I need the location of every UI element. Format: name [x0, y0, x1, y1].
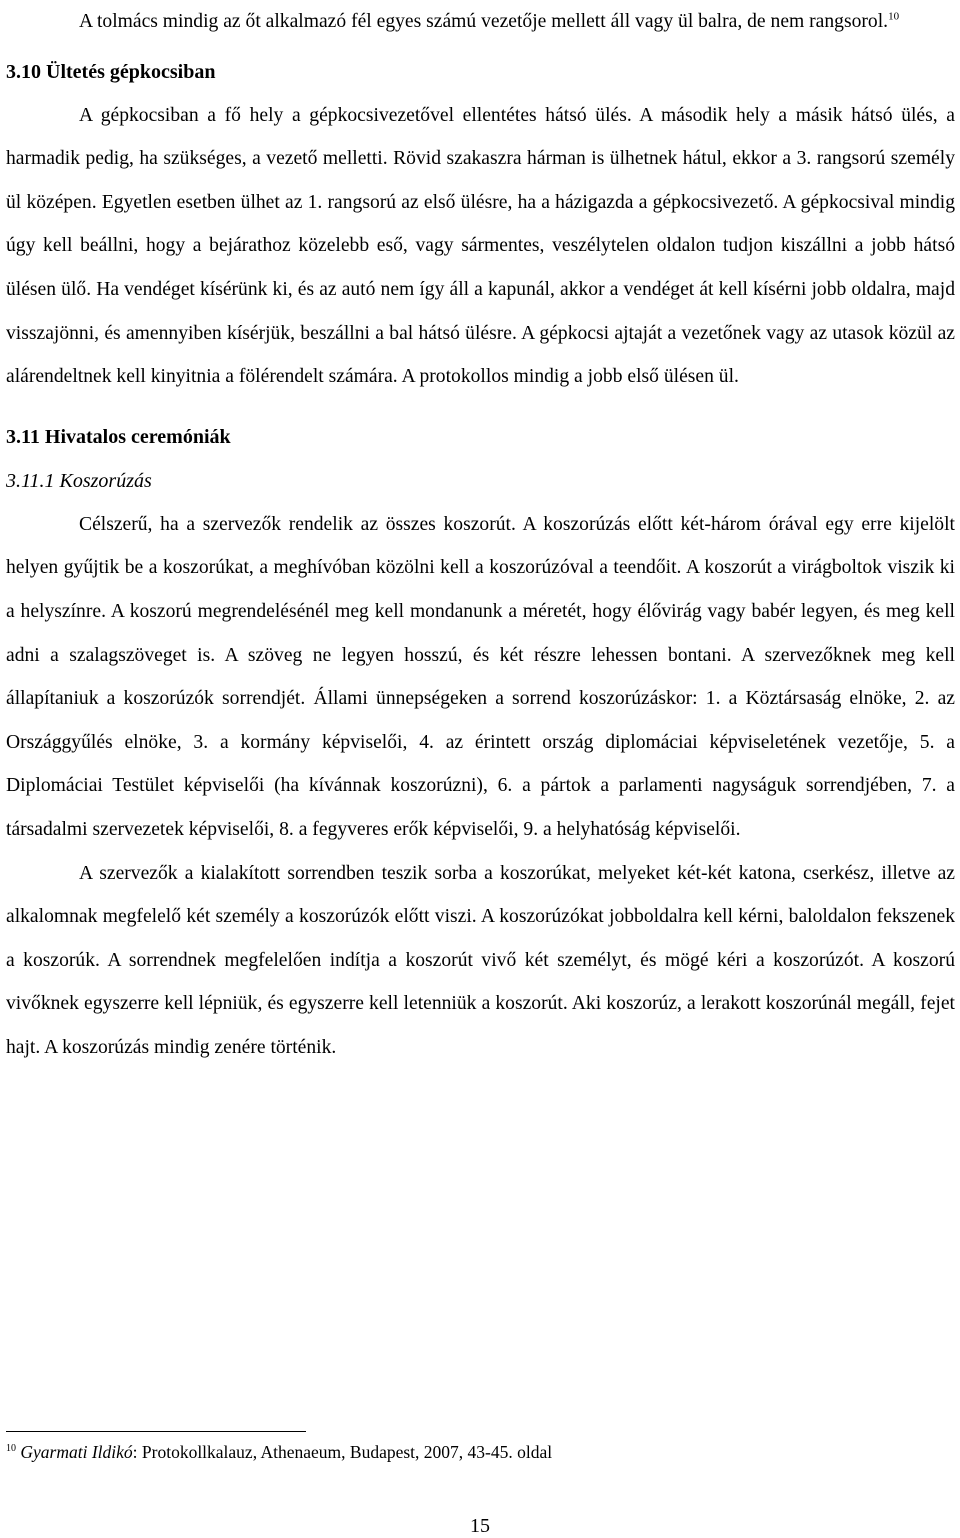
footnote-reference[interactable]: 10	[888, 10, 900, 23]
page-content	[6, 0, 955, 1069]
intro-paragraph	[6, 0, 955, 44]
footnote-citation: : Protokollkalauz, Athenaeum, Budapest, 2007, 43-45. oldal	[132, 1442, 553, 1462]
section-heading-3-10: 3.10 Ültetés gépkocsiban	[6, 60, 216, 83]
footnote-author: Gyarmati Ildikó	[20, 1442, 133, 1462]
subsection-heading-3-11-1: 3.11.1 Koszorúzás	[6, 469, 152, 492]
section-heading-3-11: 3.11 Hivatalos ceremóniák	[6, 425, 231, 448]
page-number: 15	[470, 1515, 490, 1537]
wreath-paragraph-2: A szervezők a kialakított sorrendben teszik sorba a koszorúkat, melyeket két-két katona, cserkész, illetve az alkalomnak megfelelő két személy a koszorúzók előtt viszi. A koszorúzókat jobboldalra kell kérni, baloldalon fekszenek a koszorúk. A sorrendnek megfelelően indítja a koszorút vivő két személyt, és mögé kéri a koszorúzót. A koszorú vivőknek egyszerre kell lépniük, és egyszerre kell letenniük a koszorút. Aki koszorúz, a lerakott koszorúnál megáll, fejet hajt. A koszorúzás mindig zenére történik.	[6, 862, 955, 1058]
footnote-number: 10	[6, 1443, 16, 1455]
wreath-paragraph-1: Célszerű, ha a szervezők rendelik az összes koszorút. A koszorúzás előtt két-három órával egy erre kijelölt helyen gyűjtik be a koszorúkat, a meghívóban közölni kell a koszorúzóval a teendőit. A koszorút a virágboltok viszik ki a helyszínre. A koszorú megrendelésénél meg kell mondanunk a méretét, hogy élővirág vagy babér legyen, és meg kell adni a szalagszöveget is. A szöveg ne legyen hosszú, és két részre lehessen bontani. A szervezőknek meg kell állapítaniuk a koszorúzók sorrendjét. Állami ünnepségeken a sorrend koszorúzáskor: 1. a Köztársaság elnöke, 2. az Országgyűlés elnöke, 3. a kormány képviselői, 4. az érintett ország diplomáciai képviseletének vezetője, 5. a Diplomáciai Testület képviselői (ha kívánnak koszorúzni), 6. a pártok a parlamenti nagyságuk sorrendjében, 7. a társadalmi szervezetek képviselői, 8. a fegyveres erők képviselői, 9. a helyhatóság képviselői.	[6, 513, 955, 840]
intro-text: A tolmács mindig az őt alkalmazó fél egyes számú vezetője mellett áll vagy ül balra, de nem rangsorol.	[79, 11, 889, 32]
car-seating-paragraph: A gépkocsiban a fő hely a gépkocsivezetővel ellentétes hátsó ülés. A második hely a másik hátsó ülés, a harmadik pedig, ha szükséges, a vezető melletti. Rövid szakaszra hárman is ülhetnek hátul, ekkor a 3. rangsorú személy ül középen. Egyetlen esetben ülhet az 1. rangsorú az első ülésre, ha a házigazda a gépkocsivezető. A gépkocsival mindig úgy kell beállni, hogy a bejárathoz közelebb eső, vagy sármentes, veszélytelen oldalon tudjon kiszállni a jobb hátsó ülésen ülő. Ha vendéget kísérünk ki, és az autó nem így áll a kapunál, akkor a vendéget át kell kísérni jobb oldalra, majd visszajönni, és amennyiben kísérjük, beszállni a bal hátsó ülésre. A gépkocsi ajtaját a vezetőnek vagy az utasok közül az alárendeltnek kell kinyitnia a fölérendelt számára. A protokollos mindig a jobb első ülésen ül.	[6, 104, 955, 388]
footnote	[6, 1441, 552, 1463]
footnote-separator	[6, 1431, 306, 1432]
